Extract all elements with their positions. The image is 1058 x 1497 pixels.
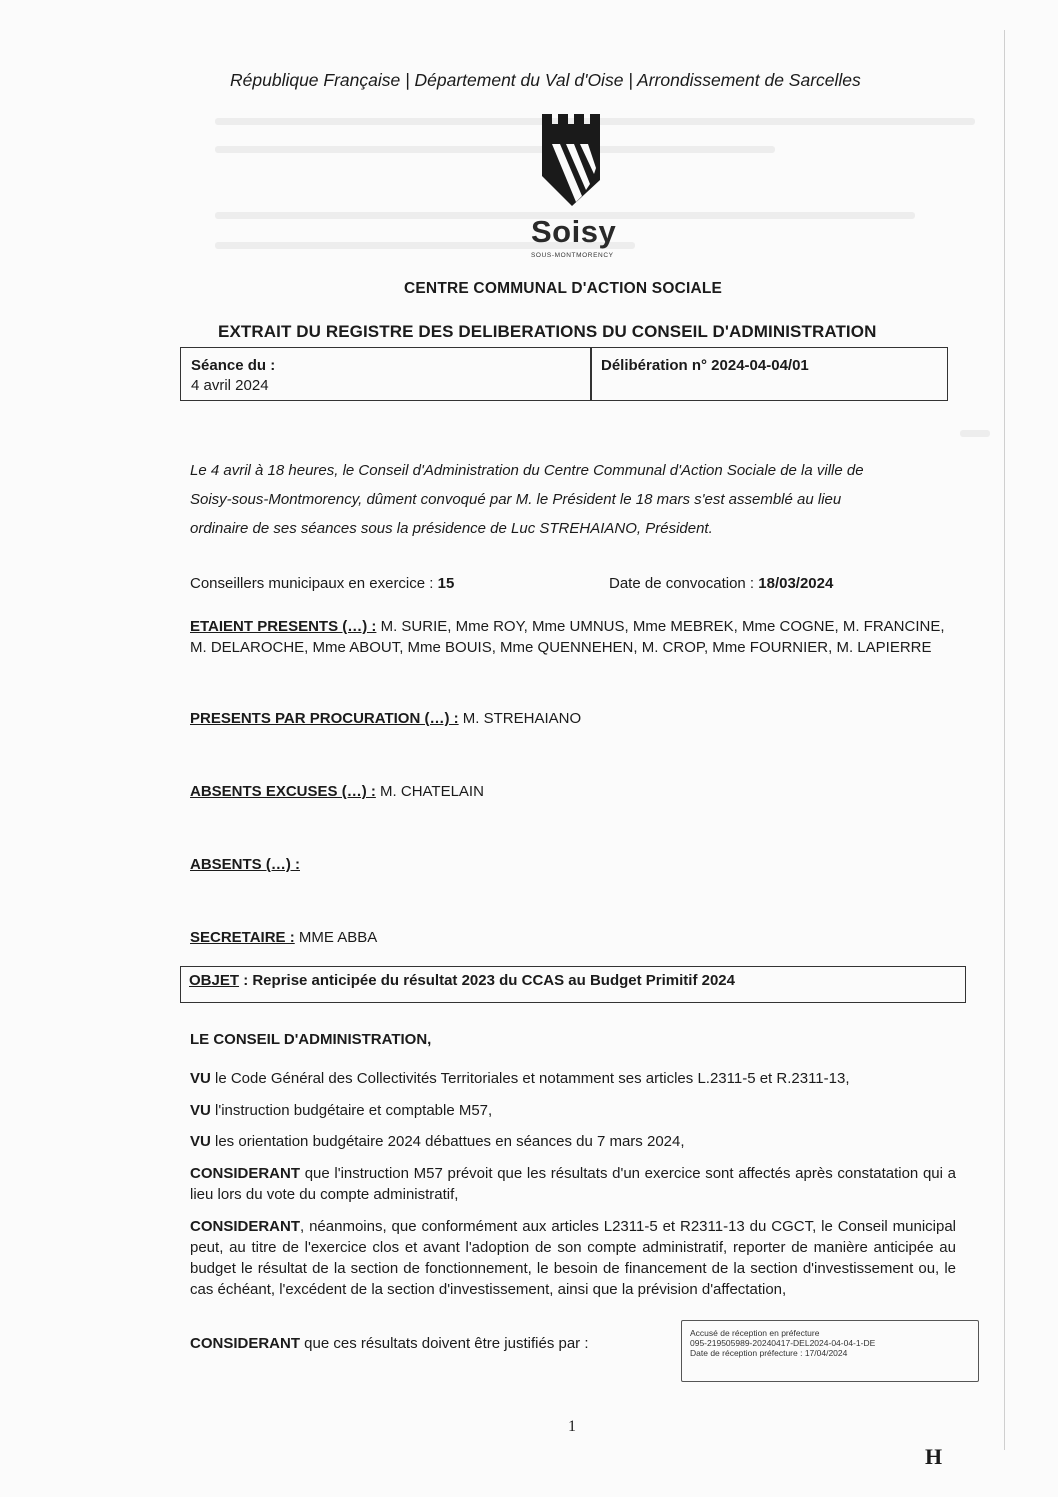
- considerant-paragraph: [190, 1216, 956, 1300]
- excuses-line: [190, 783, 484, 800]
- logo-wordmark: Soisy: [531, 214, 617, 249]
- seance-date: 4 avril 2024: [191, 377, 269, 394]
- conseillers-value: 15: [437, 575, 455, 592]
- conseil-heading: LE CONSEIL D'ADMINISTRATION,: [190, 1031, 432, 1048]
- considerant-keyword: CONSIDERANT: [190, 1218, 301, 1235]
- logo-subtitle: SOUS-MONTMORENCY: [531, 252, 614, 259]
- vu-text: l'instruction budgétaire et comptable M57,: [210, 1102, 493, 1119]
- objet-value: : Reprise anticipée du résultat 2023 du CCAS au Budget Primitif 2024: [243, 972, 735, 989]
- conseillers-label: Conseillers municipaux en exercice :: [190, 575, 434, 592]
- considerant-keyword: CONSIDERANT: [190, 1335, 301, 1352]
- excuses-value: M. CHATELAIN: [380, 783, 484, 800]
- presents-label: ETAIENT PRESENTS (…) :: [190, 618, 377, 635]
- intro-paragraph: [190, 456, 955, 543]
- considerant-paragraph: [190, 1333, 660, 1354]
- bleed-through: [215, 146, 775, 153]
- considerant-paragraph: [190, 1163, 956, 1205]
- vu-paragraph: [190, 1100, 956, 1121]
- stamp-line: Accusé de réception en préfecture: [690, 1328, 820, 1338]
- deliberation-number: Délibération n° 2024-04-04/01: [601, 357, 809, 374]
- vu-paragraph: [190, 1068, 956, 1089]
- seance-label: Séance du :: [191, 357, 276, 374]
- prefecture-receipt-stamp: [681, 1320, 979, 1382]
- conseillers-count: [190, 575, 454, 592]
- presents-list: [190, 616, 950, 658]
- secretaire-label: SECRETAIRE :: [190, 929, 295, 946]
- intro-line: ordinaire de ses séances sous la présidence de Luc STREHAIANO, Président.: [190, 520, 713, 537]
- secretaire-line: [190, 929, 377, 946]
- secretaire-value: MME ABBA: [298, 929, 378, 946]
- excuses-label: ABSENTS EXCUSES (…) :: [190, 783, 376, 800]
- stamp-line: 095-219505989-20240417-DEL2024-04-04-1-DE: [690, 1338, 876, 1348]
- handwritten-initials: H: [925, 1444, 943, 1469]
- intro-line: Soisy-sous-Montmorency, dûment convoqué par M. le Président le 18 mars s'est assemblé au lieu: [190, 491, 842, 508]
- vu-keyword: VU: [190, 1102, 211, 1119]
- objet-box: [180, 966, 966, 1003]
- vu-keyword: VU: [190, 1070, 211, 1087]
- document-title: EXTRAIT DU REGISTRE DES DELIBERATIONS DU CONSEIL D'ADMINISTRATION: [218, 322, 877, 341]
- procuration-line: [190, 710, 581, 727]
- vu-text: les orientation budgétaire 2024 débattues en séances du 7 mars 2024,: [210, 1133, 685, 1150]
- considerant-text: que ces résultats doivent être justifiés par :: [300, 1335, 589, 1352]
- considerant-text: , néanmoins, que conformément aux articles L2311-5 et R2311-13 du CGCT, le Conseil municipal peut, au titre de l'exercice clos et avant l'adoption de son compte administratif, reporter de manière anticipée au budget le résultat de la section de fonctionnement, le besoin de financement de la section d'investissement ou, le cas échéant, l'excédent de la section d'investissement, ainsi que la prévision d'affectation,: [190, 1218, 956, 1298]
- considerant-keyword: CONSIDERANT: [190, 1165, 301, 1182]
- objet-label: OBJET: [189, 972, 240, 989]
- intro-line: Le 4 avril à 18 heures, le Conseil d'Administration du Centre Communal d'Action Sociale de la ville de: [190, 462, 864, 479]
- administrative-header: République Française | Département du Val d'Oise | Arrondissement de Sarcelles: [230, 70, 861, 90]
- objet-line: [189, 972, 735, 989]
- box-divider: [590, 348, 592, 400]
- seance-box: [180, 347, 948, 401]
- convocation-value: 18/03/2024: [758, 575, 834, 592]
- page-number: 1: [568, 1418, 576, 1435]
- presents-value: M. SURIE, Mme ROY, Mme UMNUS, Mme MEBREK, Mme COGNE, M. FRANCINE, M. DELAROCHE, Mme ABOUT, Mme BOUIS, Mme QUENNEHEN, M. CROP, Mme FOURNIER, M. LAPIERRE: [190, 618, 945, 656]
- bleed-through: [960, 430, 990, 437]
- vu-text: le Code Général des Collectivités Territoriales et notamment ses articles L.2311-5 et R.2311-13,: [210, 1070, 850, 1087]
- page-edge: [1004, 30, 1005, 1450]
- stamp-line: Date de réception préfecture : 17/04/2024: [690, 1348, 848, 1358]
- organisation-name: CENTRE COMMUNAL D'ACTION SOCIALE: [404, 280, 723, 297]
- vu-paragraph: [190, 1131, 956, 1152]
- convocation-label: Date de convocation :: [609, 575, 755, 592]
- procuration-value: M. STREHAIANO: [462, 710, 582, 727]
- procuration-label: PRESENTS PAR PROCURATION (…) :: [190, 710, 459, 727]
- absents-label: ABSENTS (…) :: [190, 856, 300, 873]
- vu-keyword: VU: [190, 1133, 211, 1150]
- considerant-text: que l'instruction M57 prévoit que les résultats d'un exercice sont affectés après constatation qui a lieu lors du vote du compte administratif,: [190, 1165, 956, 1203]
- convocation-date: [609, 575, 833, 592]
- absents-line: [190, 856, 300, 873]
